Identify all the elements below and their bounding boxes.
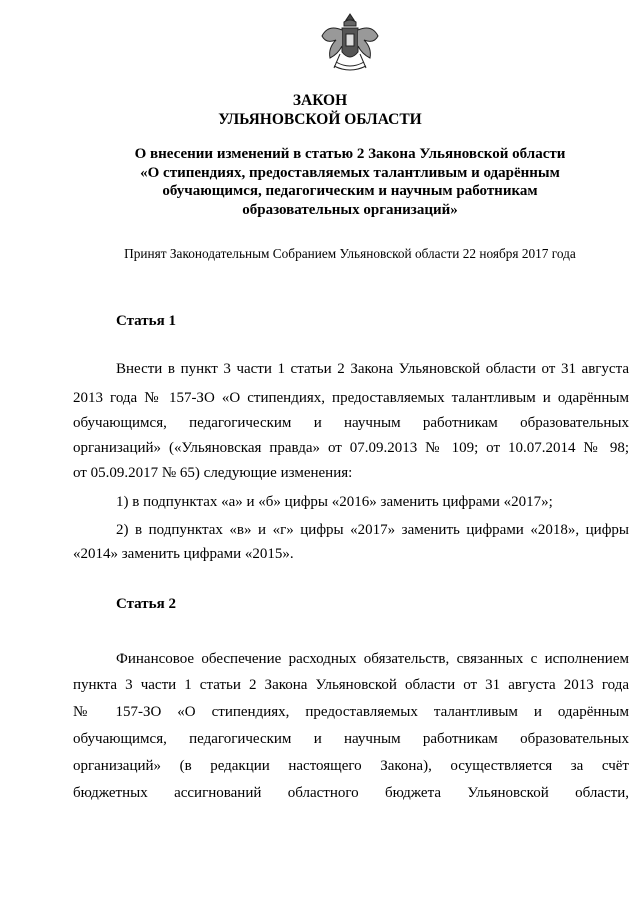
law-title-region: УЛЬЯНОВСКОЙ ОБЛАСТИ <box>218 111 422 128</box>
article-1-line: организаций» («Ульяновская правда» от 07.09.2013 № 109; от 10.07.2014 № 98; <box>73 440 629 456</box>
law-heading-line: «О стипендиях, предоставляемых талантливым и одарённым <box>140 165 560 181</box>
article-2-line: бюджетных ассигнований областного бюджета Ульяновской области, <box>73 785 629 801</box>
article-2-line: Финансовое обеспечение расходных обязательств, связанных с исполнением <box>116 651 629 667</box>
article-1-line: Внести в пункт 3 части 1 статьи 2 Закона Ульяновской области от 31 августа <box>116 361 629 377</box>
article-1-line: от 05.09.2017 № 65) следующие изменения: <box>73 465 353 481</box>
law-heading-line: образовательных организаций» <box>242 202 458 218</box>
article-1-title: Статья 1 <box>116 313 176 329</box>
article-1-line: 2013 года № 157-ЗО «О стипендиях, предоставляемых талантливым и одарённым <box>73 390 629 406</box>
article-1-line: «2014» заменить цифрами «2015». <box>73 546 294 562</box>
article-1-item-2: 2) в подпунктах «в» и «г» цифры «2017» заменить цифрами «2018», цифры <box>116 522 629 538</box>
law-heading-line: обучающимся, педагогическим и научным работникам <box>162 183 538 199</box>
article-2-line: организаций» (в редакции настоящего Закона), осуществляется за счёт <box>73 758 629 774</box>
article-2-line: № 157-ЗО «О стипендиях, предоставляемых талантливым и одарённым <box>73 704 629 720</box>
article-2-line: обучающимся, педагогическим и научным работникам образовательных <box>73 731 629 747</box>
coat-of-arms-icon <box>316 10 384 74</box>
law-heading-line: О внесении изменений в статью 2 Закона Ульяновской области <box>134 146 566 162</box>
article-2-title: Статья 2 <box>116 596 176 612</box>
article-2-line: пункта 3 части 1 статьи 2 Закона Ульяновской области от 31 августа 2013 года <box>73 677 629 693</box>
article-1-item-1: 1) в подпунктах «а» и «б» цифры «2016» заменить цифрами «2017»; <box>116 494 553 510</box>
adoption-note: Принят Законодательным Собранием Ульяновской области 22 ноября 2017 года <box>124 246 576 261</box>
article-1-line: обучающимся, педагогическим и научным работникам образовательных <box>73 415 629 431</box>
law-title-word: ЗАКОН <box>292 92 348 109</box>
